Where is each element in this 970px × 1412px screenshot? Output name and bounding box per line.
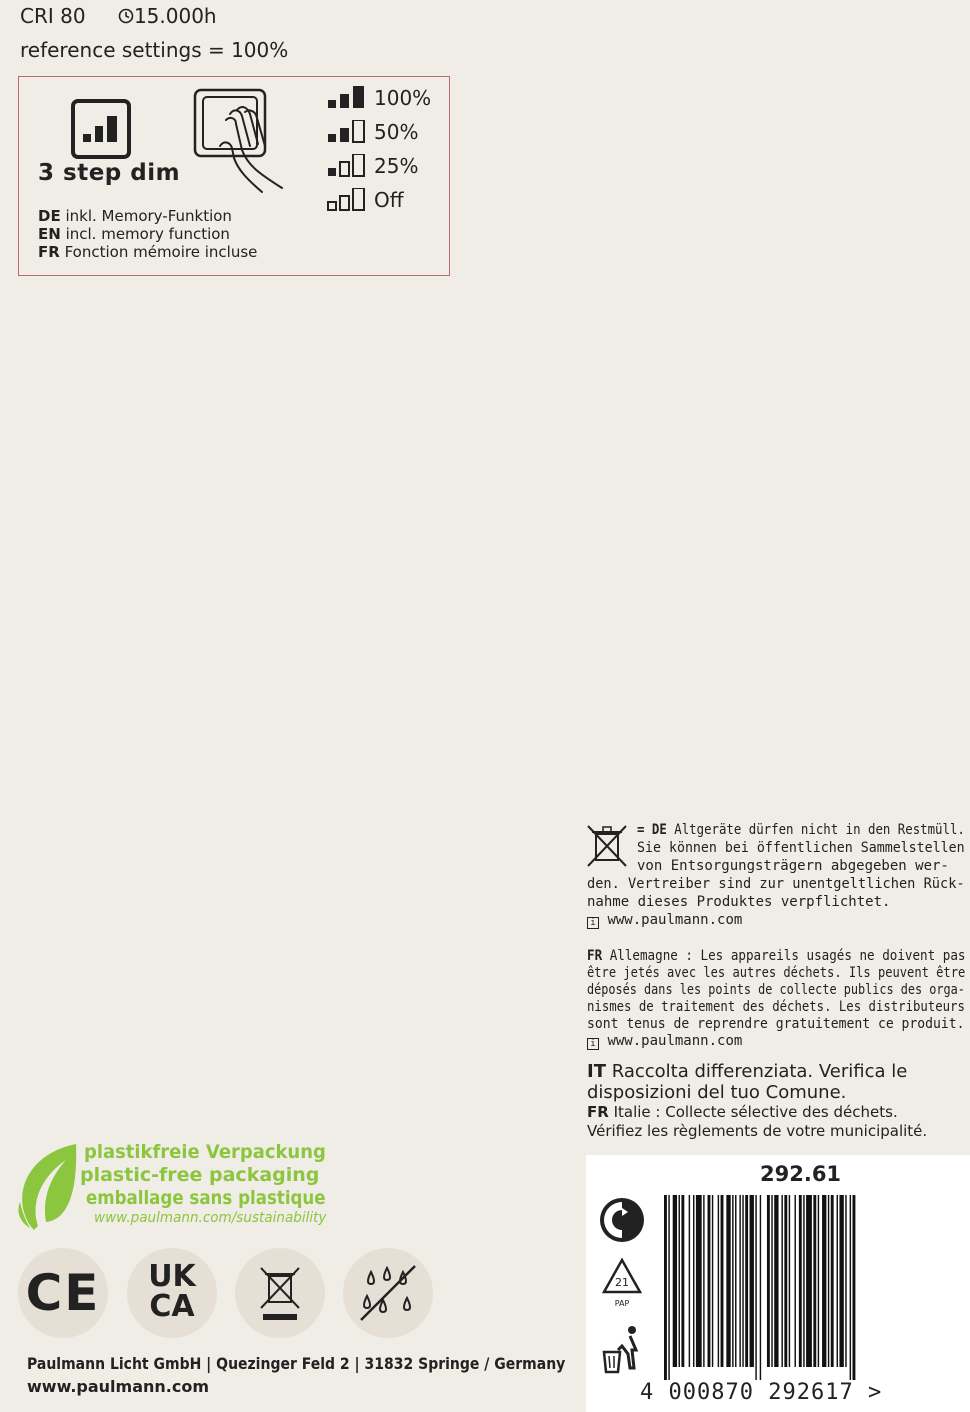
lifetime-value: 15.000h: [133, 4, 217, 28]
company-website: www.paulmann.com: [27, 1377, 209, 1396]
lang-line-en: EN incl. memory function: [38, 225, 230, 243]
weee-fr-line-5: sont tenus de reprendre gratuitement ce produit.: [587, 1016, 965, 1032]
dim-level-icon: [326, 154, 368, 178]
weee-fr2-line-1: FR Italie : Collecte sélective des déchets.: [587, 1103, 898, 1121]
leaf-icon: [16, 1142, 80, 1232]
weee-fr-line-2: être jetés avec les autres déchets. Ils peuvent être: [587, 965, 966, 981]
dim-step-1: [326, 120, 419, 144]
weee-fr-line-3: déposés dans les points de collecte publics des orga-: [587, 982, 965, 998]
dim-step-label: 25%: [374, 154, 419, 178]
weee-fr-line-4: nismes de traitement des déchets. Les distributeurs: [587, 999, 965, 1015]
weee-fr2-line-2: Vérifiez les règlements de votre municipalité.: [587, 1122, 928, 1140]
packaging-url: www.paulmann.com/sustainability: [94, 1210, 327, 1226]
dim-step-label: 50%: [374, 120, 419, 144]
no-water-icon: [357, 1262, 419, 1324]
dim-title: 3 step dim: [38, 160, 181, 186]
cri-value: CRI 80: [20, 4, 86, 28]
weee-de-line-3: von Entsorgungsträgern abgegeben wer-: [637, 858, 949, 874]
info-icon: i: [587, 917, 599, 929]
dim-step-2: [326, 154, 419, 178]
packaging-line-de: plastikfreie Verpackung: [84, 1141, 326, 1163]
info-icon: i: [587, 1038, 599, 1050]
lang-line-fr: FR Fonction mémoire incluse: [38, 243, 258, 261]
ce-mark-circle: [18, 1248, 108, 1338]
barcode-bars: [664, 1195, 954, 1380]
tidyman-icon: [600, 1324, 646, 1374]
weee-de-line-1: = DE Altgeräte dürfen nicht in den Restmüll.: [637, 822, 965, 838]
ukca-mark-icon: UK CA: [148, 1259, 196, 1324]
ean-number: 4 000870 292617 >: [640, 1380, 883, 1405]
weee-de-line-2: Sie können bei öffentlichen Sammelstellen: [637, 840, 965, 856]
dim-step-0: [326, 86, 432, 110]
dim-step-label: 100%: [374, 86, 432, 110]
dim-step-3: [326, 188, 404, 212]
dim-bars-icon: [70, 98, 132, 160]
dim-step-label: Off: [374, 188, 404, 212]
packaging-line-fr: emballage sans plastique: [86, 1187, 326, 1209]
svg-text:21: 21: [615, 1276, 629, 1289]
recycle-pap-icon: [598, 1256, 646, 1308]
no-water-circle: [343, 1248, 433, 1338]
packaging-line-en: plastic-free packaging: [80, 1164, 320, 1186]
dim-level-icon: [326, 188, 368, 212]
article-number: 292.61: [760, 1162, 842, 1186]
weee-bin-icon: [257, 1264, 303, 1322]
weee-fr-url: i www.paulmann.com: [587, 1032, 742, 1050]
weee-de-line-4: den. Vertreiber sind zur unentgeltlichen Rück-: [587, 876, 965, 892]
reference-settings: reference settings = 100%: [20, 38, 289, 62]
weee-circle: [235, 1248, 325, 1338]
weee-de-url: i www.paulmann.com: [587, 911, 742, 929]
clock-icon: [118, 8, 134, 24]
ukca-mark-circle: [127, 1248, 217, 1338]
weee-fr-line-1: FR Allemagne : Les appareils usagés ne doivent pas: [587, 948, 966, 964]
green-dot-icon: [598, 1196, 646, 1244]
specs-line: [20, 4, 217, 28]
company-address: Paulmann Licht GmbH | Quezinger Feld 2 | 31832 Springe / Germany: [27, 1354, 566, 1373]
weee-it-line-1: IT Raccolta differenziata. Verifica le: [587, 1061, 908, 1082]
ce-mark-icon: CE: [25, 1264, 101, 1322]
weee-it-line-2: disposizioni del tuo Comune.: [587, 1082, 847, 1103]
dim-level-icon: [326, 120, 368, 144]
weee-de-line-5: nahme dieses Produktes verpflichtet.: [587, 894, 891, 910]
hand-switch-icon: [190, 86, 295, 196]
dim-level-icon: [326, 86, 368, 110]
weee-bin-icon: [586, 822, 630, 868]
lang-line-de: DE inkl. Memory-Funktion: [38, 207, 232, 225]
svg-text:PAP: PAP: [614, 1299, 630, 1308]
